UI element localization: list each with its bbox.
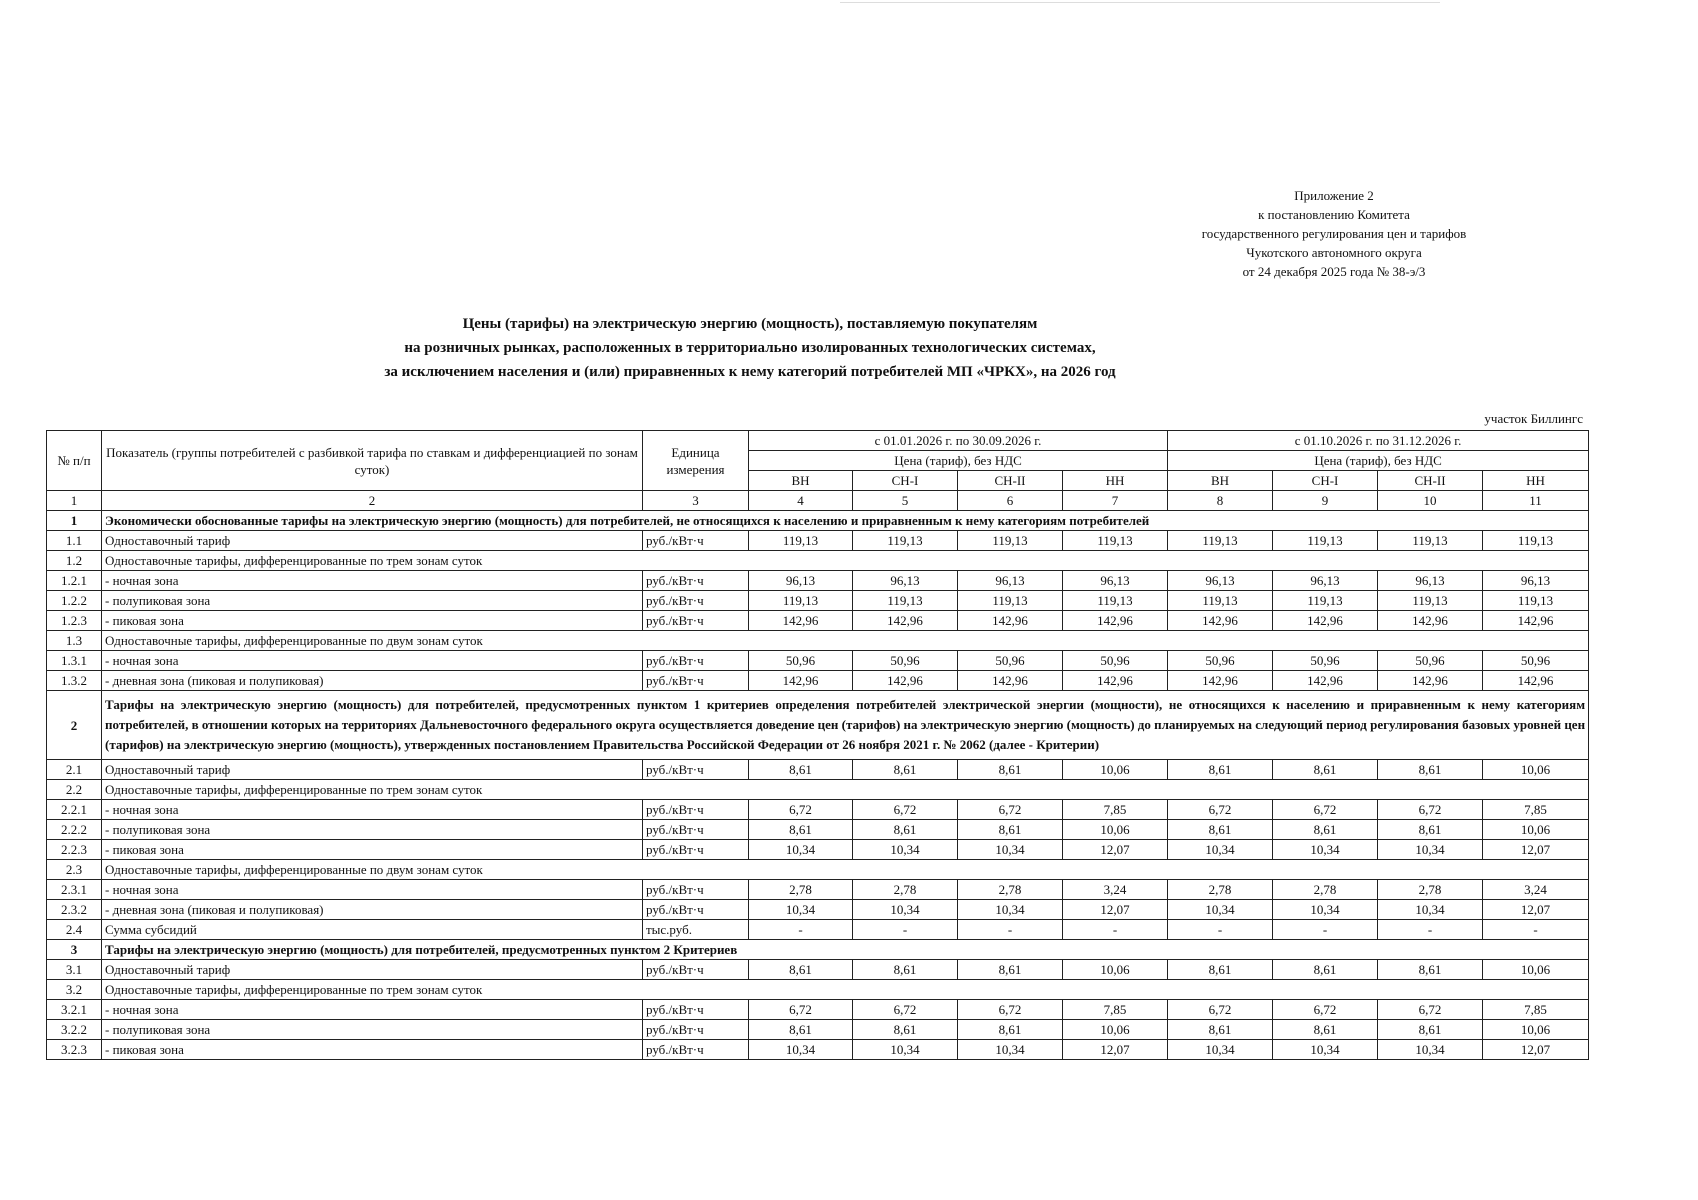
price-cell: 10,34 bbox=[1168, 1040, 1273, 1060]
header-level: СН-II bbox=[958, 471, 1063, 491]
row-label: Одноставочный тариф bbox=[102, 760, 643, 780]
header-price: Цена (тариф), без НДС bbox=[1168, 451, 1589, 471]
row-label: Одноставочные тарифы, дифференцированные по двум зонам суток bbox=[102, 631, 1589, 651]
price-cell: 2,78 bbox=[958, 880, 1063, 900]
table-row bbox=[47, 960, 1589, 980]
price-cell: 119,13 bbox=[749, 531, 853, 551]
price-cell: 10,34 bbox=[1168, 900, 1273, 920]
row-num: 1.1 bbox=[47, 531, 102, 551]
price-cell: 119,13 bbox=[1378, 531, 1483, 551]
row-label: Одноставочные тарифы, дифференцированные по трем зонам суток bbox=[102, 980, 1589, 1000]
table-row bbox=[47, 820, 1589, 840]
price-cell: 10,34 bbox=[749, 840, 853, 860]
table-row bbox=[47, 900, 1589, 920]
section-num: 1 bbox=[47, 511, 102, 531]
price-cell: 142,96 bbox=[1063, 671, 1168, 691]
price-cell: 142,96 bbox=[853, 611, 958, 631]
row-unit: руб./кВт·ч bbox=[643, 820, 749, 840]
price-cell: 8,61 bbox=[749, 760, 853, 780]
price-cell: 8,61 bbox=[1378, 1020, 1483, 1040]
row-unit: руб./кВт·ч bbox=[643, 880, 749, 900]
table-row bbox=[47, 531, 1589, 551]
price-cell: - bbox=[1063, 920, 1168, 940]
row-num: 3.2 bbox=[47, 980, 102, 1000]
region-label: участок Биллингс bbox=[1484, 411, 1583, 426]
price-cell: 96,13 bbox=[1378, 571, 1483, 591]
table-row bbox=[47, 631, 1589, 651]
row-label: - пиковая зона bbox=[102, 1040, 643, 1060]
price-cell: 6,72 bbox=[853, 800, 958, 820]
price-cell: 10,06 bbox=[1063, 760, 1168, 780]
header-period-2: с 01.10.2026 г. по 31.12.2026 г. bbox=[1168, 431, 1589, 451]
section-row bbox=[47, 940, 1589, 960]
header-level: СН-I bbox=[853, 471, 958, 491]
row-label: - дневная зона (пиковая и полупиковая) bbox=[102, 671, 643, 691]
table-row bbox=[47, 551, 1589, 571]
price-cell: 3,24 bbox=[1063, 880, 1168, 900]
row-num: 1.2 bbox=[47, 551, 102, 571]
appendix-line: от 24 декабря 2025 года № 38-э/3 bbox=[1242, 264, 1426, 279]
price-cell: 96,13 bbox=[1063, 571, 1168, 591]
column-number: 3 bbox=[643, 491, 749, 511]
appendix-block bbox=[1124, 186, 1544, 281]
row-label: - ночная зона bbox=[102, 651, 643, 671]
price-cell: 50,96 bbox=[749, 651, 853, 671]
price-cell: 3,24 bbox=[1483, 880, 1589, 900]
price-cell: 119,13 bbox=[958, 591, 1063, 611]
title-line: на розничных рынках, расположенных в территориально изолированных технологических системах, bbox=[404, 340, 1096, 356]
header-level: НН bbox=[1483, 471, 1589, 491]
price-cell: 12,07 bbox=[1483, 1040, 1589, 1060]
price-cell: 96,13 bbox=[749, 571, 853, 591]
price-cell: 8,61 bbox=[1168, 1020, 1273, 1040]
price-cell: 10,34 bbox=[958, 840, 1063, 860]
table-row bbox=[47, 980, 1589, 1000]
price-cell: 6,72 bbox=[749, 1000, 853, 1020]
price-cell: 2,78 bbox=[1378, 880, 1483, 900]
column-number: 1 bbox=[47, 491, 102, 511]
price-cell: 142,96 bbox=[749, 611, 853, 631]
price-cell: 50,96 bbox=[853, 651, 958, 671]
price-cell: 8,61 bbox=[1168, 820, 1273, 840]
row-unit: руб./кВт·ч bbox=[643, 760, 749, 780]
price-cell: 8,61 bbox=[1378, 960, 1483, 980]
section-row bbox=[47, 511, 1589, 531]
price-cell: 10,34 bbox=[749, 900, 853, 920]
column-number: 8 bbox=[1168, 491, 1273, 511]
row-num: 3.2.2 bbox=[47, 1020, 102, 1040]
price-cell: 50,96 bbox=[958, 651, 1063, 671]
price-cell: 8,61 bbox=[1378, 760, 1483, 780]
price-cell: 119,13 bbox=[1063, 591, 1168, 611]
row-num: 1.3.2 bbox=[47, 671, 102, 691]
price-cell: 142,96 bbox=[1273, 671, 1378, 691]
table-row bbox=[47, 1040, 1589, 1060]
appendix-line: к постановлению Комитета bbox=[1258, 207, 1410, 222]
table-row bbox=[47, 920, 1589, 940]
row-unit: руб./кВт·ч bbox=[643, 651, 749, 671]
price-cell: 142,96 bbox=[1483, 671, 1589, 691]
table-row bbox=[47, 1000, 1589, 1020]
price-cell: 142,96 bbox=[1378, 611, 1483, 631]
price-cell: 8,61 bbox=[853, 760, 958, 780]
table-row bbox=[47, 571, 1589, 591]
column-number: 9 bbox=[1273, 491, 1378, 511]
price-cell: 8,61 bbox=[1273, 820, 1378, 840]
price-cell: 119,13 bbox=[958, 531, 1063, 551]
price-cell: 96,13 bbox=[1483, 571, 1589, 591]
price-cell: 96,13 bbox=[958, 571, 1063, 591]
price-cell: - bbox=[1378, 920, 1483, 940]
row-label: - пиковая зона bbox=[102, 840, 643, 860]
price-cell: 119,13 bbox=[1378, 591, 1483, 611]
column-number: 6 bbox=[958, 491, 1063, 511]
row-label: Одноставочные тарифы, дифференцированные по трем зонам суток bbox=[102, 780, 1589, 800]
price-cell: 6,72 bbox=[1378, 1000, 1483, 1020]
price-cell: 8,61 bbox=[749, 820, 853, 840]
price-cell: 142,96 bbox=[853, 671, 958, 691]
price-cell: 119,13 bbox=[1483, 591, 1589, 611]
header-colnums-row bbox=[47, 491, 1589, 511]
section-title: Экономически обоснованные тарифы на электрическую энергию (мощность) для потребителей, не относящихся к населению и приравненным к нему категориям потребителей bbox=[102, 511, 1589, 531]
row-num: 1.2.2 bbox=[47, 591, 102, 611]
price-cell: - bbox=[749, 920, 853, 940]
price-cell: 7,85 bbox=[1063, 1000, 1168, 1020]
section-title: Тарифы на электрическую энергию (мощность) для потребителей, предусмотренных пунктом 1 критериев определения потребителей электрической энергии (мощности), не относящихся к населению и приравненным к нему категориям потребителей, в отношении которых на территориях Дальневосточного федерального округа осуществляется доведение цен (тарифов) на электрическую энергию (мощность) до планируемых на следующий период регулирования базовых уровней цен (тарифов) на электрическую энергию (мощность), утвержденных постановлением Правительства Российской Федерации от 26 ноября 2021 г. № 2062 (далее - Критерии) bbox=[102, 691, 1589, 760]
price-cell: 96,13 bbox=[1168, 571, 1273, 591]
header-unit: Единица измерения bbox=[643, 431, 749, 491]
price-cell: 10,34 bbox=[853, 840, 958, 860]
row-label: Одноставочные тарифы, дифференцированные по двум зонам суток bbox=[102, 860, 1589, 880]
price-cell: 8,61 bbox=[1168, 760, 1273, 780]
price-cell: 10,06 bbox=[1063, 1020, 1168, 1040]
row-num: 1.2.3 bbox=[47, 611, 102, 631]
row-label: - ночная зона bbox=[102, 880, 643, 900]
price-cell: 8,61 bbox=[749, 960, 853, 980]
price-cell: 142,96 bbox=[1483, 611, 1589, 631]
price-cell: - bbox=[958, 920, 1063, 940]
table-row bbox=[47, 800, 1589, 820]
header-price: Цена (тариф), без НДС bbox=[749, 451, 1168, 471]
row-num: 1.2.1 bbox=[47, 571, 102, 591]
row-num: 2.1 bbox=[47, 760, 102, 780]
row-label: Одноставочный тариф bbox=[102, 960, 643, 980]
price-cell: 7,85 bbox=[1483, 1000, 1589, 1020]
row-label: - ночная зона bbox=[102, 800, 643, 820]
row-unit: руб./кВт·ч bbox=[643, 900, 749, 920]
price-cell: 142,96 bbox=[1378, 671, 1483, 691]
price-cell: 8,61 bbox=[1273, 1020, 1378, 1040]
price-cell: 10,34 bbox=[749, 1040, 853, 1060]
price-cell: 8,61 bbox=[853, 960, 958, 980]
price-cell: 2,78 bbox=[749, 880, 853, 900]
price-cell: 10,34 bbox=[1378, 900, 1483, 920]
price-cell: 119,13 bbox=[749, 591, 853, 611]
appendix-line: государственного регулирования цен и тарифов bbox=[1201, 226, 1467, 241]
row-label: - полупиковая зона bbox=[102, 591, 643, 611]
row-unit: руб./кВт·ч bbox=[643, 840, 749, 860]
section-num: 2 bbox=[47, 691, 102, 760]
price-cell: 142,96 bbox=[1063, 611, 1168, 631]
price-cell: 96,13 bbox=[853, 571, 958, 591]
table-row bbox=[47, 651, 1589, 671]
price-cell: 142,96 bbox=[1168, 671, 1273, 691]
row-num: 2.3.2 bbox=[47, 900, 102, 920]
price-cell: 8,61 bbox=[1168, 960, 1273, 980]
price-cell: 2,78 bbox=[1168, 880, 1273, 900]
price-cell: 119,13 bbox=[1273, 531, 1378, 551]
price-cell: 10,34 bbox=[853, 900, 958, 920]
price-cell: 6,72 bbox=[1168, 800, 1273, 820]
table-row bbox=[47, 780, 1589, 800]
title-line: Цены (тарифы) на электрическую энергию (мощность), поставляемую покупателям bbox=[462, 316, 1038, 332]
price-cell: 8,61 bbox=[958, 820, 1063, 840]
price-cell: 10,34 bbox=[958, 900, 1063, 920]
row-unit: руб./кВт·ч bbox=[643, 800, 749, 820]
row-label: - дневная зона (пиковая и полупиковая) bbox=[102, 900, 643, 920]
price-cell: 10,34 bbox=[1273, 840, 1378, 860]
row-num: 2.3 bbox=[47, 860, 102, 880]
price-cell: - bbox=[1168, 920, 1273, 940]
row-num: 1.3 bbox=[47, 631, 102, 651]
price-cell: 10,06 bbox=[1063, 960, 1168, 980]
column-number: 7 bbox=[1063, 491, 1168, 511]
price-cell: 10,34 bbox=[1378, 1040, 1483, 1060]
price-cell: 50,96 bbox=[1483, 651, 1589, 671]
price-cell: 7,85 bbox=[1063, 800, 1168, 820]
table-row bbox=[47, 860, 1589, 880]
row-num: 2.2.3 bbox=[47, 840, 102, 860]
row-num: 2.2.2 bbox=[47, 820, 102, 840]
price-cell: - bbox=[1483, 920, 1589, 940]
price-cell: 2,78 bbox=[1273, 880, 1378, 900]
header-num: № п/п bbox=[47, 431, 102, 491]
header-row bbox=[47, 431, 1589, 451]
row-num: 3.2.3 bbox=[47, 1040, 102, 1060]
price-cell: 119,13 bbox=[1483, 531, 1589, 551]
price-cell: 10,06 bbox=[1483, 1020, 1589, 1040]
row-label: - полупиковая зона bbox=[102, 1020, 643, 1040]
row-label: - полупиковая зона bbox=[102, 820, 643, 840]
row-label: - ночная зона bbox=[102, 1000, 643, 1020]
price-cell: 6,72 bbox=[1168, 1000, 1273, 1020]
table-row bbox=[47, 611, 1589, 631]
price-cell: 6,72 bbox=[1273, 1000, 1378, 1020]
price-cell: 8,61 bbox=[958, 760, 1063, 780]
price-cell: 12,07 bbox=[1483, 900, 1589, 920]
row-num: 2.4 bbox=[47, 920, 102, 940]
price-cell: 10,06 bbox=[1063, 820, 1168, 840]
price-cell: 119,13 bbox=[1168, 591, 1273, 611]
price-cell: 12,07 bbox=[1063, 1040, 1168, 1060]
price-cell: 6,72 bbox=[1273, 800, 1378, 820]
table-row bbox=[47, 591, 1589, 611]
section-num: 3 bbox=[47, 940, 102, 960]
price-cell: 50,96 bbox=[1168, 651, 1273, 671]
price-cell: 96,13 bbox=[1273, 571, 1378, 591]
price-cell: 142,96 bbox=[1273, 611, 1378, 631]
price-cell: 119,13 bbox=[1063, 531, 1168, 551]
row-label: - ночная зона bbox=[102, 571, 643, 591]
price-cell: 8,61 bbox=[853, 820, 958, 840]
header-level: ВН bbox=[749, 471, 853, 491]
price-cell: 8,61 bbox=[958, 960, 1063, 980]
row-unit: руб./кВт·ч bbox=[643, 1040, 749, 1060]
price-cell: 119,13 bbox=[853, 591, 958, 611]
price-cell: 10,06 bbox=[1483, 960, 1589, 980]
row-label: Одноставочный тариф bbox=[102, 531, 643, 551]
price-cell: 7,85 bbox=[1483, 800, 1589, 820]
row-num: 2.2 bbox=[47, 780, 102, 800]
price-cell: 8,61 bbox=[1378, 820, 1483, 840]
price-cell: 12,07 bbox=[1063, 900, 1168, 920]
price-cell: 8,61 bbox=[1273, 960, 1378, 980]
row-label: Одноставочные тарифы, дифференцированные по трем зонам суток bbox=[102, 551, 1589, 571]
price-cell: 10,34 bbox=[1378, 840, 1483, 860]
table-row bbox=[47, 840, 1589, 860]
scan-artifact bbox=[840, 2, 1440, 3]
column-number: 11 bbox=[1483, 491, 1589, 511]
price-cell: 50,96 bbox=[1273, 651, 1378, 671]
appendix-line: Чукотского автономного округа bbox=[1246, 245, 1422, 260]
row-unit: руб./кВт·ч bbox=[643, 671, 749, 691]
column-number: 2 bbox=[102, 491, 643, 511]
table-row bbox=[47, 880, 1589, 900]
row-num: 3.1 bbox=[47, 960, 102, 980]
price-cell: 6,72 bbox=[853, 1000, 958, 1020]
price-cell: - bbox=[853, 920, 958, 940]
header-level: СН-II bbox=[1378, 471, 1483, 491]
price-cell: 8,61 bbox=[853, 1020, 958, 1040]
price-cell: 119,13 bbox=[1168, 531, 1273, 551]
price-cell: 6,72 bbox=[958, 1000, 1063, 1020]
row-num: 1.3.1 bbox=[47, 651, 102, 671]
row-unit: руб./кВт·ч bbox=[643, 960, 749, 980]
title-line: за исключением населения и (или) приравненных к нему категорий потребителей МП «ЧРКХ», на 2026 год bbox=[384, 364, 1116, 380]
row-num: 2.2.1 bbox=[47, 800, 102, 820]
section-title: Тарифы на электрическую энергию (мощность) для потребителей, предусмотренных пунктом 2 Критериев bbox=[102, 940, 1589, 960]
price-cell: 12,07 bbox=[1483, 840, 1589, 860]
row-unit: руб./кВт·ч bbox=[643, 1020, 749, 1040]
price-cell: 6,72 bbox=[749, 800, 853, 820]
header-level: НН bbox=[1063, 471, 1168, 491]
row-unit: тыс.руб. bbox=[643, 920, 749, 940]
tariff-table bbox=[46, 430, 1589, 1060]
price-cell: 10,34 bbox=[1168, 840, 1273, 860]
price-cell: 6,72 bbox=[1378, 800, 1483, 820]
price-cell: 119,13 bbox=[853, 531, 958, 551]
price-cell: 142,96 bbox=[958, 611, 1063, 631]
price-cell: 10,34 bbox=[1273, 900, 1378, 920]
row-label: Сумма субсидий bbox=[102, 920, 643, 940]
price-cell: 10,06 bbox=[1483, 820, 1589, 840]
section-row bbox=[47, 691, 1589, 760]
table-row bbox=[47, 1020, 1589, 1040]
row-unit: руб./кВт·ч bbox=[643, 591, 749, 611]
price-cell: 8,61 bbox=[749, 1020, 853, 1040]
row-num: 2.3.1 bbox=[47, 880, 102, 900]
price-cell: 50,96 bbox=[1378, 651, 1483, 671]
price-cell: 8,61 bbox=[1273, 760, 1378, 780]
price-cell: 12,07 bbox=[1063, 840, 1168, 860]
header-level: ВН bbox=[1168, 471, 1273, 491]
price-cell: 142,96 bbox=[1168, 611, 1273, 631]
appendix-line: Приложение 2 bbox=[1294, 188, 1374, 203]
price-cell: 6,72 bbox=[958, 800, 1063, 820]
price-cell: 119,13 bbox=[1273, 591, 1378, 611]
price-cell: 8,61 bbox=[958, 1020, 1063, 1040]
column-number: 5 bbox=[853, 491, 958, 511]
column-number: 4 bbox=[749, 491, 853, 511]
price-cell: 142,96 bbox=[958, 671, 1063, 691]
table-row bbox=[47, 760, 1589, 780]
price-cell: 10,34 bbox=[1273, 1040, 1378, 1060]
price-cell: - bbox=[1273, 920, 1378, 940]
row-unit: руб./кВт·ч bbox=[643, 1000, 749, 1020]
header-indicator: Показатель (группы потребителей с разбивкой тарифа по ставкам и дифференциацией по зонам суток) bbox=[102, 431, 643, 491]
price-cell: 142,96 bbox=[749, 671, 853, 691]
row-unit: руб./кВт·ч bbox=[643, 531, 749, 551]
header-level: СН-I bbox=[1273, 471, 1378, 491]
table-row bbox=[47, 671, 1589, 691]
row-unit: руб./кВт·ч bbox=[643, 611, 749, 631]
price-cell: 10,34 bbox=[853, 1040, 958, 1060]
header-period-1: с 01.01.2026 г. по 30.09.2026 г. bbox=[749, 431, 1168, 451]
document-title bbox=[200, 312, 1300, 384]
price-cell: 2,78 bbox=[853, 880, 958, 900]
column-number: 10 bbox=[1378, 491, 1483, 511]
price-cell: 50,96 bbox=[1063, 651, 1168, 671]
row-num: 3.2.1 bbox=[47, 1000, 102, 1020]
row-label: - пиковая зона bbox=[102, 611, 643, 631]
price-cell: 10,06 bbox=[1483, 760, 1589, 780]
price-cell: 10,34 bbox=[958, 1040, 1063, 1060]
row-unit: руб./кВт·ч bbox=[643, 571, 749, 591]
